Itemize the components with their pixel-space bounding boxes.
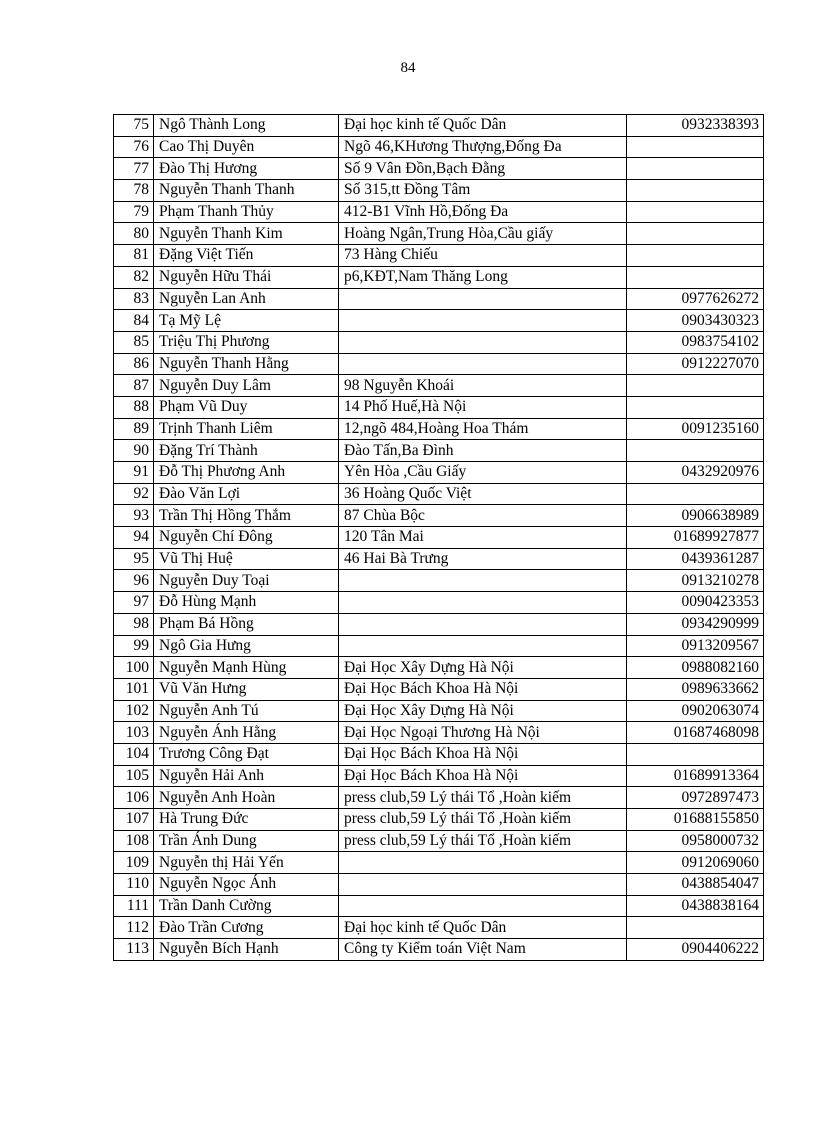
address-cell [339, 310, 627, 332]
name-cell: Nguyễn Chí Đông [154, 527, 339, 549]
address-cell: Ngõ 46,KHương Thượng,Đống Đa [339, 136, 627, 158]
phone-cell [627, 180, 764, 202]
phone-cell: 01689927877 [627, 527, 764, 549]
table-row [114, 570, 764, 592]
table-row [114, 505, 764, 527]
contact-table-body [114, 115, 764, 961]
table-row [114, 201, 764, 223]
table-row [114, 223, 764, 245]
name-cell: Nguyễn Hải Anh [154, 765, 339, 787]
phone-cell [627, 201, 764, 223]
table-row [114, 722, 764, 744]
row-number-cell: 109 [114, 852, 154, 874]
name-cell: Trần Thị Hồng Thắm [154, 505, 339, 527]
phone-cell: 0912069060 [627, 852, 764, 874]
row-number-cell: 102 [114, 700, 154, 722]
row-number-cell: 104 [114, 743, 154, 765]
phone-cell: 0934290999 [627, 613, 764, 635]
name-cell: Nguyễn Thanh Thanh [154, 180, 339, 202]
table-row [114, 700, 764, 722]
table-row [114, 375, 764, 397]
table-row [114, 180, 764, 202]
name-cell: Đào Văn Lợi [154, 483, 339, 505]
table-row [114, 613, 764, 635]
row-number-cell: 76 [114, 136, 154, 158]
row-number-cell: 94 [114, 527, 154, 549]
address-cell: Hoàng Ngân,Trung Hòa,Cầu giấy [339, 223, 627, 245]
table-row [114, 418, 764, 440]
row-number-cell: 108 [114, 830, 154, 852]
phone-cell [627, 483, 764, 505]
name-cell: Nguyễn Anh Tú [154, 700, 339, 722]
phone-cell: 0432920976 [627, 462, 764, 484]
row-number-cell: 96 [114, 570, 154, 592]
name-cell: Phạm Thanh Thủy [154, 201, 339, 223]
name-cell: Đỗ Hùng Mạnh [154, 592, 339, 614]
address-cell: 120 Tân Mai [339, 527, 627, 549]
table-row [114, 483, 764, 505]
phone-cell: 0903430323 [627, 310, 764, 332]
table-row [114, 440, 764, 462]
name-cell: Nguyễn Ánh Hằng [154, 722, 339, 744]
phone-cell: 0912227070 [627, 353, 764, 375]
address-cell: press club,59 Lý thái Tổ ,Hoàn kiếm [339, 830, 627, 852]
name-cell: Nguyễn Thanh Kim [154, 223, 339, 245]
phone-cell: 01688155850 [627, 809, 764, 831]
name-cell: Vũ Thị Huệ [154, 548, 339, 570]
row-number-cell: 88 [114, 396, 154, 418]
phone-cell [627, 440, 764, 462]
phone-cell: 0439361287 [627, 548, 764, 570]
table-row [114, 266, 764, 288]
table-row [114, 310, 764, 332]
name-cell: Cao Thị Duyên [154, 136, 339, 158]
row-number-cell: 107 [114, 809, 154, 831]
row-number-cell: 82 [114, 266, 154, 288]
phone-cell: 0988082160 [627, 657, 764, 679]
name-cell: Nguyễn Duy Toại [154, 570, 339, 592]
table-row [114, 527, 764, 549]
table-row [114, 830, 764, 852]
name-cell: Nguyễn Anh Hoàn [154, 787, 339, 809]
address-cell: p6,KĐT,Nam Thăng Long [339, 266, 627, 288]
row-number-cell: 111 [114, 895, 154, 917]
table-row [114, 939, 764, 961]
name-cell: Đào Trần Cương [154, 917, 339, 939]
table-row [114, 288, 764, 310]
phone-cell: 01689913364 [627, 765, 764, 787]
row-number-cell: 87 [114, 375, 154, 397]
name-cell: Trần Danh Cường [154, 895, 339, 917]
address-cell: Đại Học Ngoại Thương Hà Nội [339, 722, 627, 744]
name-cell: Nguyễn Thanh Hằng [154, 353, 339, 375]
row-number-cell: 106 [114, 787, 154, 809]
address-cell: 412-B1 Vĩnh Hồ,Đống Đa [339, 201, 627, 223]
table-row [114, 136, 764, 158]
phone-cell: 0091235160 [627, 418, 764, 440]
phone-cell [627, 136, 764, 158]
row-number-cell: 83 [114, 288, 154, 310]
row-number-cell: 105 [114, 765, 154, 787]
phone-cell [627, 223, 764, 245]
address-cell [339, 852, 627, 874]
address-cell: 36 Hoàng Quốc Việt [339, 483, 627, 505]
name-cell: Hà Trung Đức [154, 809, 339, 831]
address-cell [339, 592, 627, 614]
name-cell: Nguyễn Lan Anh [154, 288, 339, 310]
name-cell: Ngô Gia Hưng [154, 635, 339, 657]
address-cell [339, 874, 627, 896]
table-row [114, 592, 764, 614]
name-cell: Nguyễn Duy Lâm [154, 375, 339, 397]
row-number-cell: 112 [114, 917, 154, 939]
row-number-cell: 92 [114, 483, 154, 505]
phone-cell: 0904406222 [627, 939, 764, 961]
phone-cell [627, 917, 764, 939]
name-cell: Nguyễn Hữu Thái [154, 266, 339, 288]
address-cell: Đại Học Xây Dựng Hà Nội [339, 657, 627, 679]
row-number-cell: 100 [114, 657, 154, 679]
row-number-cell: 78 [114, 180, 154, 202]
contact-table [113, 114, 764, 961]
row-number-cell: 97 [114, 592, 154, 614]
row-number-cell: 99 [114, 635, 154, 657]
phone-cell: 0913210278 [627, 570, 764, 592]
phone-cell [627, 158, 764, 180]
phone-cell: 0958000732 [627, 830, 764, 852]
address-cell [339, 570, 627, 592]
address-cell: Yên Hòa ,Cầu Giấy [339, 462, 627, 484]
row-number-cell: 77 [114, 158, 154, 180]
phone-cell [627, 396, 764, 418]
phone-cell: 0438854047 [627, 874, 764, 896]
table-row [114, 895, 764, 917]
address-cell: Đại học kinh tế Quốc Dân [339, 115, 627, 137]
table-row [114, 331, 764, 353]
table-row [114, 765, 764, 787]
table-row [114, 657, 764, 679]
page-number: 84 [400, 60, 416, 76]
row-number-cell: 103 [114, 722, 154, 744]
address-cell: Đào Tấn,Ba Đình [339, 440, 627, 462]
row-number-cell: 75 [114, 115, 154, 137]
table-row [114, 115, 764, 137]
phone-cell [627, 743, 764, 765]
name-cell: Phạm Bá Hồng [154, 613, 339, 635]
table-row [114, 158, 764, 180]
name-cell: Ngô Thành Long [154, 115, 339, 137]
address-cell: Đại Học Bách Khoa Hà Nội [339, 765, 627, 787]
address-cell: Công ty Kiểm toán Việt Nam [339, 939, 627, 961]
row-number-cell: 81 [114, 245, 154, 267]
address-cell: Số 315,tt Đồng Tâm [339, 180, 627, 202]
name-cell: Nguyễn Bích Hạnh [154, 939, 339, 961]
table-row [114, 852, 764, 874]
row-number-cell: 90 [114, 440, 154, 462]
table-row [114, 462, 764, 484]
row-number-cell: 98 [114, 613, 154, 635]
phone-cell: 0090423353 [627, 592, 764, 614]
row-number-cell: 89 [114, 418, 154, 440]
address-cell: Đại Học Xây Dựng Hà Nội [339, 700, 627, 722]
name-cell: Nguyễn Ngọc Ánh [154, 874, 339, 896]
address-cell: Đại học kinh tế Quốc Dân [339, 917, 627, 939]
address-cell: 14 Phố Huế,Hà Nội [339, 396, 627, 418]
table-row [114, 548, 764, 570]
phone-cell [627, 245, 764, 267]
table-row [114, 245, 764, 267]
row-number-cell: 93 [114, 505, 154, 527]
row-number-cell: 101 [114, 678, 154, 700]
address-cell [339, 288, 627, 310]
table-row [114, 917, 764, 939]
table-row [114, 787, 764, 809]
table-row [114, 635, 764, 657]
name-cell: Nguyễn Mạnh Hùng [154, 657, 339, 679]
name-cell: Trần Ánh Dung [154, 830, 339, 852]
row-number-cell: 79 [114, 201, 154, 223]
address-cell [339, 895, 627, 917]
address-cell: 73 Hàng Chiếu [339, 245, 627, 267]
name-cell: Đỗ Thị Phương Anh [154, 462, 339, 484]
address-cell: Đại Học Bách Khoa Hà Nội [339, 678, 627, 700]
row-number-cell: 91 [114, 462, 154, 484]
table-row [114, 396, 764, 418]
name-cell: Đặng Trí Thành [154, 440, 339, 462]
phone-cell: 0972897473 [627, 787, 764, 809]
address-cell [339, 635, 627, 657]
address-cell: 46 Hai Bà Trưng [339, 548, 627, 570]
row-number-cell: 84 [114, 310, 154, 332]
phone-cell [627, 375, 764, 397]
phone-cell: 0932338393 [627, 115, 764, 137]
address-cell: 12,ngõ 484,Hoàng Hoa Thám [339, 418, 627, 440]
table-row [114, 874, 764, 896]
address-cell: 87 Chùa Bộc [339, 505, 627, 527]
phone-cell: 0438838164 [627, 895, 764, 917]
row-number-cell: 86 [114, 353, 154, 375]
address-cell: Đại Học Bách Khoa Hà Nội [339, 743, 627, 765]
table-row [114, 743, 764, 765]
name-cell: Phạm Vũ Duy [154, 396, 339, 418]
name-cell: Tạ Mỹ Lệ [154, 310, 339, 332]
row-number-cell: 110 [114, 874, 154, 896]
phone-cell: 0983754102 [627, 331, 764, 353]
address-cell: Số 9 Vân Đồn,Bạch Đằng [339, 158, 627, 180]
address-cell: 98 Nguyễn Khoái [339, 375, 627, 397]
phone-cell: 0977626272 [627, 288, 764, 310]
table-row [114, 809, 764, 831]
name-cell: Trịnh Thanh Liêm [154, 418, 339, 440]
row-number-cell: 113 [114, 939, 154, 961]
name-cell: Đào Thị Hương [154, 158, 339, 180]
name-cell: Nguyễn thị Hải Yến [154, 852, 339, 874]
phone-cell: 01687468098 [627, 722, 764, 744]
row-number-cell: 85 [114, 331, 154, 353]
phone-cell: 0989633662 [627, 678, 764, 700]
phone-cell [627, 266, 764, 288]
address-cell [339, 353, 627, 375]
phone-cell: 0906638989 [627, 505, 764, 527]
address-cell [339, 613, 627, 635]
address-cell [339, 331, 627, 353]
row-number-cell: 80 [114, 223, 154, 245]
phone-cell: 0913209567 [627, 635, 764, 657]
name-cell: Triệu Thị Phương [154, 331, 339, 353]
address-cell: press club,59 Lý thái Tổ ,Hoàn kiếm [339, 787, 627, 809]
name-cell: Trương Công Đạt [154, 743, 339, 765]
row-number-cell: 95 [114, 548, 154, 570]
phone-cell: 0902063074 [627, 700, 764, 722]
table-row [114, 678, 764, 700]
name-cell: Đặng Việt Tiến [154, 245, 339, 267]
address-cell: press club,59 Lý thái Tổ ,Hoàn kiếm [339, 809, 627, 831]
name-cell: Vũ Văn Hưng [154, 678, 339, 700]
table-row [114, 353, 764, 375]
